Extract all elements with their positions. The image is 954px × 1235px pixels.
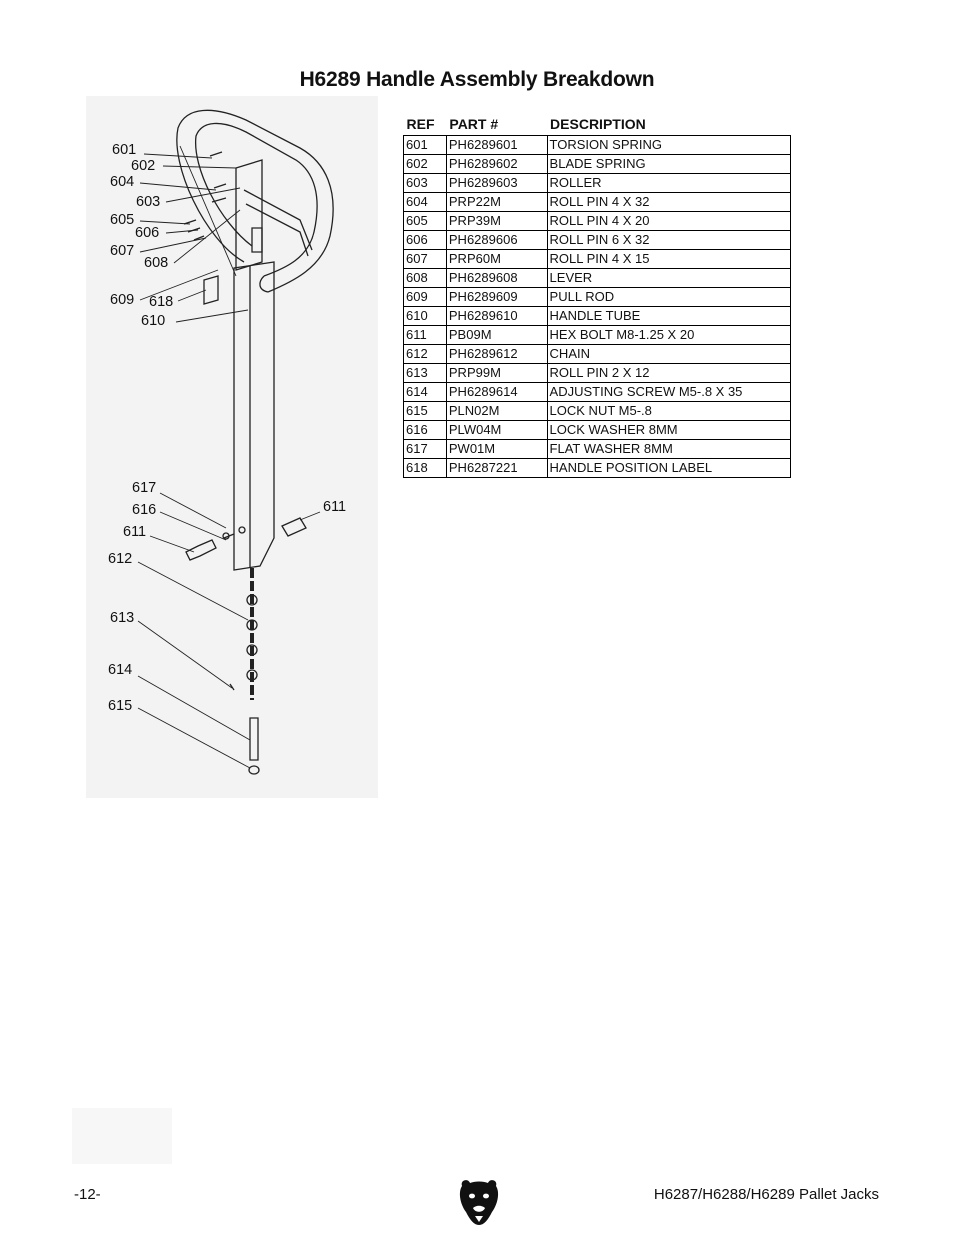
parts-table-body bbox=[404, 136, 791, 478]
cell-ref: 611 bbox=[404, 326, 447, 345]
cell-description: LEVER bbox=[547, 269, 790, 288]
cell-part-number: PH6289602 bbox=[446, 155, 547, 174]
cell-description: HANDLE TUBE bbox=[547, 307, 790, 326]
cell-ref: 610 bbox=[404, 307, 447, 326]
handle-tube bbox=[234, 262, 274, 570]
cell-part-number: PLW04M bbox=[446, 421, 547, 440]
cell-description: ADJUSTING SCREW M5-.8 X 35 bbox=[547, 383, 790, 402]
callout-610: 610 bbox=[141, 313, 166, 329]
callout-611-left: 611 bbox=[123, 524, 147, 540]
header-part-number: PART # bbox=[449, 116, 499, 132]
cell-ref: 614 bbox=[404, 383, 447, 402]
table-row bbox=[404, 364, 791, 383]
table-row bbox=[404, 231, 791, 250]
cell-part-number: PRP99M bbox=[446, 364, 547, 383]
table-row bbox=[404, 459, 791, 478]
cell-description: BLADE SPRING bbox=[547, 155, 790, 174]
table-row bbox=[404, 307, 791, 326]
table-row bbox=[404, 421, 791, 440]
cell-part-number: PW01M bbox=[446, 440, 547, 459]
table-row bbox=[404, 326, 791, 345]
upper-bracket bbox=[236, 160, 262, 270]
callout-611-right: 611 bbox=[323, 499, 347, 515]
cell-part-number: PRP22M bbox=[446, 193, 547, 212]
callout-603: 603 bbox=[136, 194, 161, 210]
callout-607: 607 bbox=[110, 243, 135, 259]
cell-part-number: PH6289609 bbox=[446, 288, 547, 307]
handle-position-label bbox=[204, 276, 218, 304]
parts-table bbox=[403, 114, 791, 478]
cell-ref: 606 bbox=[404, 231, 447, 250]
cell-part-number: PRP60M bbox=[446, 250, 547, 269]
cell-part-number: PLN02M bbox=[446, 402, 547, 421]
cell-part-number: PB09M bbox=[446, 326, 547, 345]
cell-part-number: PH6289606 bbox=[446, 231, 547, 250]
cell-description: FLAT WASHER 8MM bbox=[547, 440, 790, 459]
cell-ref: 607 bbox=[404, 250, 447, 269]
cell-description: ROLL PIN 4 X 15 bbox=[547, 250, 790, 269]
header-ref: REF bbox=[406, 116, 435, 132]
cell-description: PULL ROD bbox=[547, 288, 790, 307]
callout-617: 617 bbox=[132, 480, 157, 496]
cell-ref: 615 bbox=[404, 402, 447, 421]
cell-part-number: PH6289614 bbox=[446, 383, 547, 402]
header-description: DESCRIPTION bbox=[550, 116, 646, 132]
cell-part-number: PH6289608 bbox=[446, 269, 547, 288]
cell-part-number: PH6289603 bbox=[446, 174, 547, 193]
cell-ref: 618 bbox=[404, 459, 447, 478]
cell-description: HANDLE POSITION LABEL bbox=[547, 459, 790, 478]
cell-ref: 613 bbox=[404, 364, 447, 383]
callout-609: 609 bbox=[110, 292, 135, 308]
table-row bbox=[404, 345, 791, 364]
cell-description: ROLLER bbox=[547, 174, 790, 193]
callout-601: 601 bbox=[112, 142, 137, 158]
cell-ref: 603 bbox=[404, 174, 447, 193]
callout-615: 615 bbox=[108, 698, 133, 714]
callout-616: 616 bbox=[132, 502, 157, 518]
cell-ref: 612 bbox=[404, 345, 447, 364]
table-row bbox=[404, 155, 791, 174]
cell-description: ROLL PIN 2 X 12 bbox=[547, 364, 790, 383]
callout-606: 606 bbox=[135, 225, 160, 241]
table-row bbox=[404, 383, 791, 402]
grizzly-bear-logo-icon bbox=[458, 1178, 500, 1226]
cell-description: ROLL PIN 6 X 32 bbox=[547, 231, 790, 250]
cell-description: ROLL PIN 4 X 20 bbox=[547, 212, 790, 231]
cell-part-number: PH6289612 bbox=[446, 345, 547, 364]
handle-loop-inner bbox=[196, 123, 317, 276]
table-row bbox=[404, 269, 791, 288]
callout-605: 605 bbox=[110, 212, 135, 228]
table-row bbox=[404, 288, 791, 307]
cell-ref: 605 bbox=[404, 212, 447, 231]
cell-part-number: PH6289610 bbox=[446, 307, 547, 326]
callout-613: 613 bbox=[110, 610, 135, 626]
table-row bbox=[404, 193, 791, 212]
cell-ref: 601 bbox=[404, 136, 447, 155]
adjusting-screw bbox=[250, 718, 258, 760]
table-row bbox=[404, 136, 791, 155]
cell-ref: 602 bbox=[404, 155, 447, 174]
table-row bbox=[404, 174, 791, 193]
cell-ref: 608 bbox=[404, 269, 447, 288]
callout-612: 612 bbox=[108, 551, 133, 567]
cell-description: HEX BOLT M8-1.25 X 20 bbox=[547, 326, 790, 345]
cell-description: LOCK NUT M5-.8 bbox=[547, 402, 790, 421]
cell-description: ROLL PIN 4 X 32 bbox=[547, 193, 790, 212]
cell-part-number: PH6287221 bbox=[446, 459, 547, 478]
cell-part-number: PRP39M bbox=[446, 212, 547, 231]
table-row bbox=[404, 440, 791, 459]
cell-ref: 604 bbox=[404, 193, 447, 212]
parts-table-header bbox=[404, 114, 791, 136]
scan-smudge bbox=[72, 1108, 172, 1164]
cell-ref: 617 bbox=[404, 440, 447, 459]
table-row bbox=[404, 250, 791, 269]
cell-ref: 609 bbox=[404, 288, 447, 307]
hex-bolt-right bbox=[282, 518, 306, 536]
table-row bbox=[404, 402, 791, 421]
cell-description: CHAIN bbox=[547, 345, 790, 364]
cell-ref: 616 bbox=[404, 421, 447, 440]
page-number: -12- bbox=[74, 1186, 101, 1203]
cell-description: TORSION SPRING bbox=[547, 136, 790, 155]
table-row bbox=[404, 212, 791, 231]
hex-bolt-left bbox=[186, 540, 216, 560]
callout-618: 618 bbox=[149, 294, 174, 310]
callout-602: 602 bbox=[131, 158, 156, 174]
callout-614: 614 bbox=[108, 662, 133, 678]
callout-604: 604 bbox=[110, 174, 135, 190]
cell-description: LOCK WASHER 8MM bbox=[547, 421, 790, 440]
footer-model-text: H6287/H6288/H6289 Pallet Jacks bbox=[653, 1186, 879, 1203]
callout-608: 608 bbox=[144, 255, 169, 271]
cell-part-number: PH6289601 bbox=[446, 136, 547, 155]
page-title: H6289 Handle Assembly Breakdown bbox=[299, 68, 655, 91]
